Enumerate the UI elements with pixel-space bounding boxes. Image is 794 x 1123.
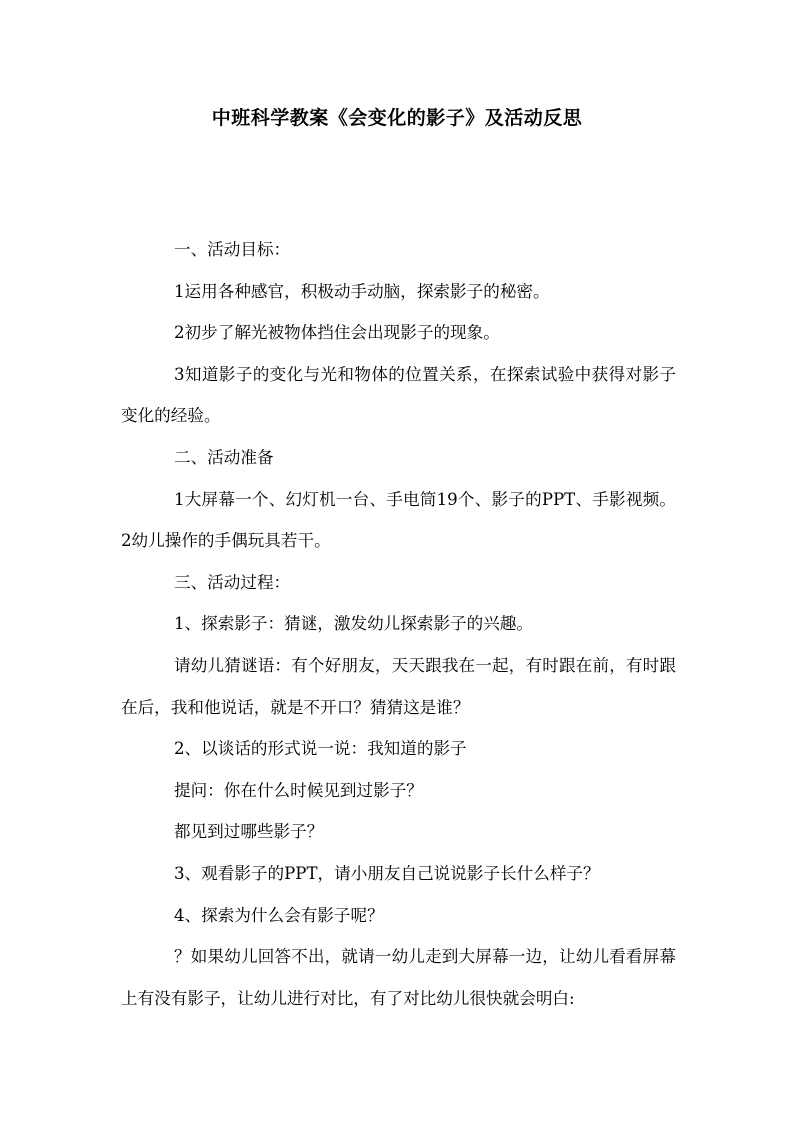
paragraph-preparation: 1大屏幕一个、幻灯机一台、手电筒19个、影子的PPT、手影视频。2幼儿操作的手偶玩具若干。 — [121, 489, 676, 551]
section-heading-preparation: 二、活动准备 — [174, 447, 274, 467]
paragraph-goal-1: 1运用各种感官，积极动手动脑，探索影子的秘密。 — [174, 281, 550, 301]
paragraph-riddle: 请幼儿猜谜语：有个好朋友，天天跟我在一起，有时跟在前，有时跟在后，我和他说话，就是不开口？猜猜这是谁？ — [121, 655, 676, 717]
section-heading-process: 三、活动过程： — [174, 572, 291, 592]
document-body — [121, 229, 676, 1019]
paragraph-step-1: 1、探索影子：猜谜，激发幼儿探索影子的兴趣。 — [174, 614, 534, 634]
paragraph-step-2: 2、以谈话的形式说一说：我知道的影子 — [174, 739, 467, 759]
page-title: 中班科学教案《会变化的影子》及活动反思 — [211, 107, 583, 129]
paragraph-goal-3: 3知道影子的变化与光和物体的位置关系，在探索试验中获得对影子变化的经验。 — [121, 364, 676, 426]
paragraph-step-3: 3、观看影子的PPT，请小朋友自己说说影子长什么样子？ — [174, 863, 600, 883]
paragraph-explanation: ？如果幼儿回答不出，就请一幼儿走到大屏幕一边，让幼儿看看屏幕上有没有影子，让幼儿进行对比，有了对比幼儿很快就会明白: — [121, 947, 676, 1008]
paragraph-step-4: 4、探索为什么会有影子呢？ — [174, 905, 384, 925]
paragraph-question-1: 提问：你在什么时候见到过影子？ — [174, 780, 423, 800]
paragraph-goal-2: 2初步了解光被物体挡住会出现影子的现象。 — [174, 323, 500, 343]
paragraph-question-2: 都见到过哪些影子？ — [174, 822, 324, 842]
section-heading-goals: 一、活动目标： — [174, 240, 291, 259]
